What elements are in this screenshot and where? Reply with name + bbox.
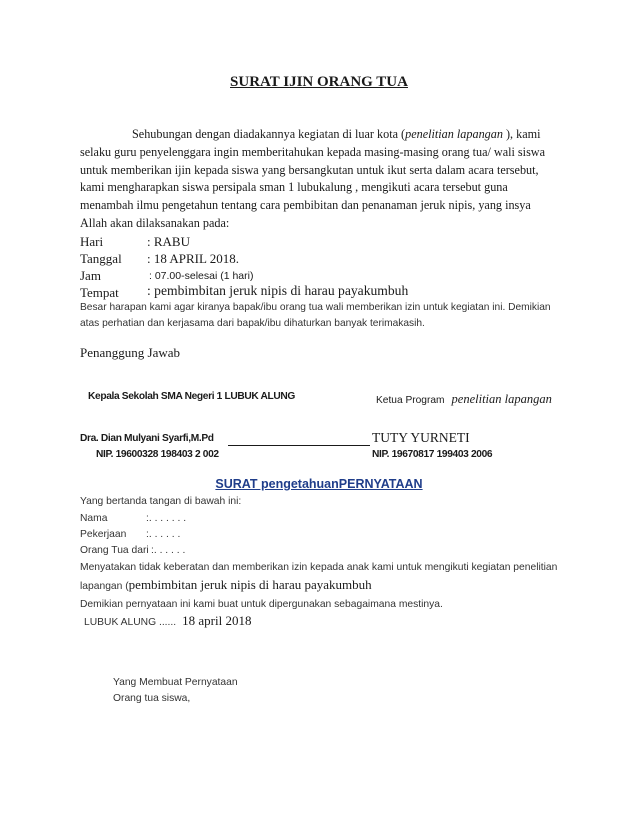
statement-title: SURAT pengetahuanPERNYATAAN: [215, 477, 423, 491]
tanggal-value: : 18 APRIL 2018.: [147, 251, 239, 266]
program-head-prefix: Ketua Program: [376, 395, 445, 406]
pekerjaan-value: :. . . . . .: [146, 529, 181, 540]
consent-line-1: Menyatakan tidak keberatan dan memberikan izin kepada anak kami untuk mengikuti kegiatan penelitian: [80, 562, 558, 573]
intro-line-2: selaku guru penyelenggara ingin memberitahukan kepada masing-masing orang tua/ wali siswa: [80, 144, 546, 159]
intro-paragraph: [80, 126, 566, 233]
penanggung-jawab: Penanggung Jawab: [80, 345, 181, 360]
maker-label: Yang Membuat Pernyataan: [113, 677, 238, 688]
consent-line-2: [80, 576, 372, 594]
statement-intro: Yang bertanda tangan di bawah ini:: [80, 496, 242, 507]
signature-line: [228, 445, 370, 446]
hari-value: : RABU: [147, 234, 190, 249]
pekerjaan-label: Pekerjaan: [80, 529, 127, 540]
date-value: 18 april 2018: [182, 613, 252, 628]
hari-label: Hari: [80, 234, 104, 249]
program-head-nip: NIP. 19670817 199403 2006: [372, 449, 493, 460]
program-head-name: TUTY YURNETI: [372, 430, 470, 445]
consent-place: pembimbitan jeruk nipis di harau payakumbuh: [128, 577, 372, 592]
program-head-italic: penelitian lapangan: [451, 392, 552, 406]
program-head-title: [376, 390, 552, 408]
tempat-value: : pembimbitan jeruk nipis di harau payakumbuh: [147, 283, 409, 298]
orangtua-label: Orang Tua dari: [80, 545, 149, 556]
closing-line: Demikian pernyataan ini kami buat untuk dipergunakan sebagaimana mestinya.: [80, 599, 443, 610]
place-date: [84, 612, 251, 630]
orangtua-value: :. . . . . .: [151, 545, 186, 556]
intro-line-6: Allah akan dilaksanakan pada:: [80, 215, 230, 230]
nama-value: :. . . . . . .: [146, 513, 187, 524]
maker-role: Orang tua siswa,: [113, 693, 191, 704]
intro-italic-phrase: penelitian lapangan: [405, 127, 503, 141]
place-prefix: LUBUK ALUNG ......: [84, 617, 177, 628]
note-line-2: atas perhatian dan kerjasama dari bapak/ibu dihaturkan banyak terimakasih.: [80, 318, 425, 329]
intro-line-5: menambah ilmu pengetahun tentang cara pembibitan dan penanaman jeruk nipis, yang insya: [80, 198, 531, 213]
note-line-1: Besar harapan kami agar kiranya bapak/ibu orang tua wali memberikan izin untuk kegiatan ini. Demikian: [80, 302, 551, 313]
principal-title: Kepala Sekolah SMA Negeri 1 LUBUK ALUNG: [88, 391, 295, 402]
consent-prefix: lapangan (: [80, 581, 129, 592]
intro-line-3: untuk memberikan ijin kepada siswa yang bersangkutan untuk ikut serta dalam acara tersebut,: [80, 162, 539, 177]
intro-line-1: Sehubungan dengan diadakannya kegiatan di luar kota (penelitian lapangan ), kami: [132, 127, 541, 141]
tempat-label: Tempat: [80, 285, 119, 300]
jam-label: Jam: [80, 268, 101, 283]
intro-line-4: kami mengharapkan siswa persipala sman 1 lubukalung , mengikuti acara tersebut guna: [80, 180, 508, 195]
request-note: [80, 300, 566, 332]
principal-nip: NIP. 19600328 198403 2 002: [96, 449, 219, 460]
principal-name: Dra. Dian Mulyani Syarfi,M.Pd: [80, 433, 214, 444]
letter-title: SURAT IJIN ORANG TUA: [230, 74, 408, 90]
tanggal-label: Tanggal: [80, 251, 122, 266]
jam-value: : 07.00-selesai (1 hari): [149, 270, 254, 282]
nama-label: Nama: [80, 513, 108, 524]
